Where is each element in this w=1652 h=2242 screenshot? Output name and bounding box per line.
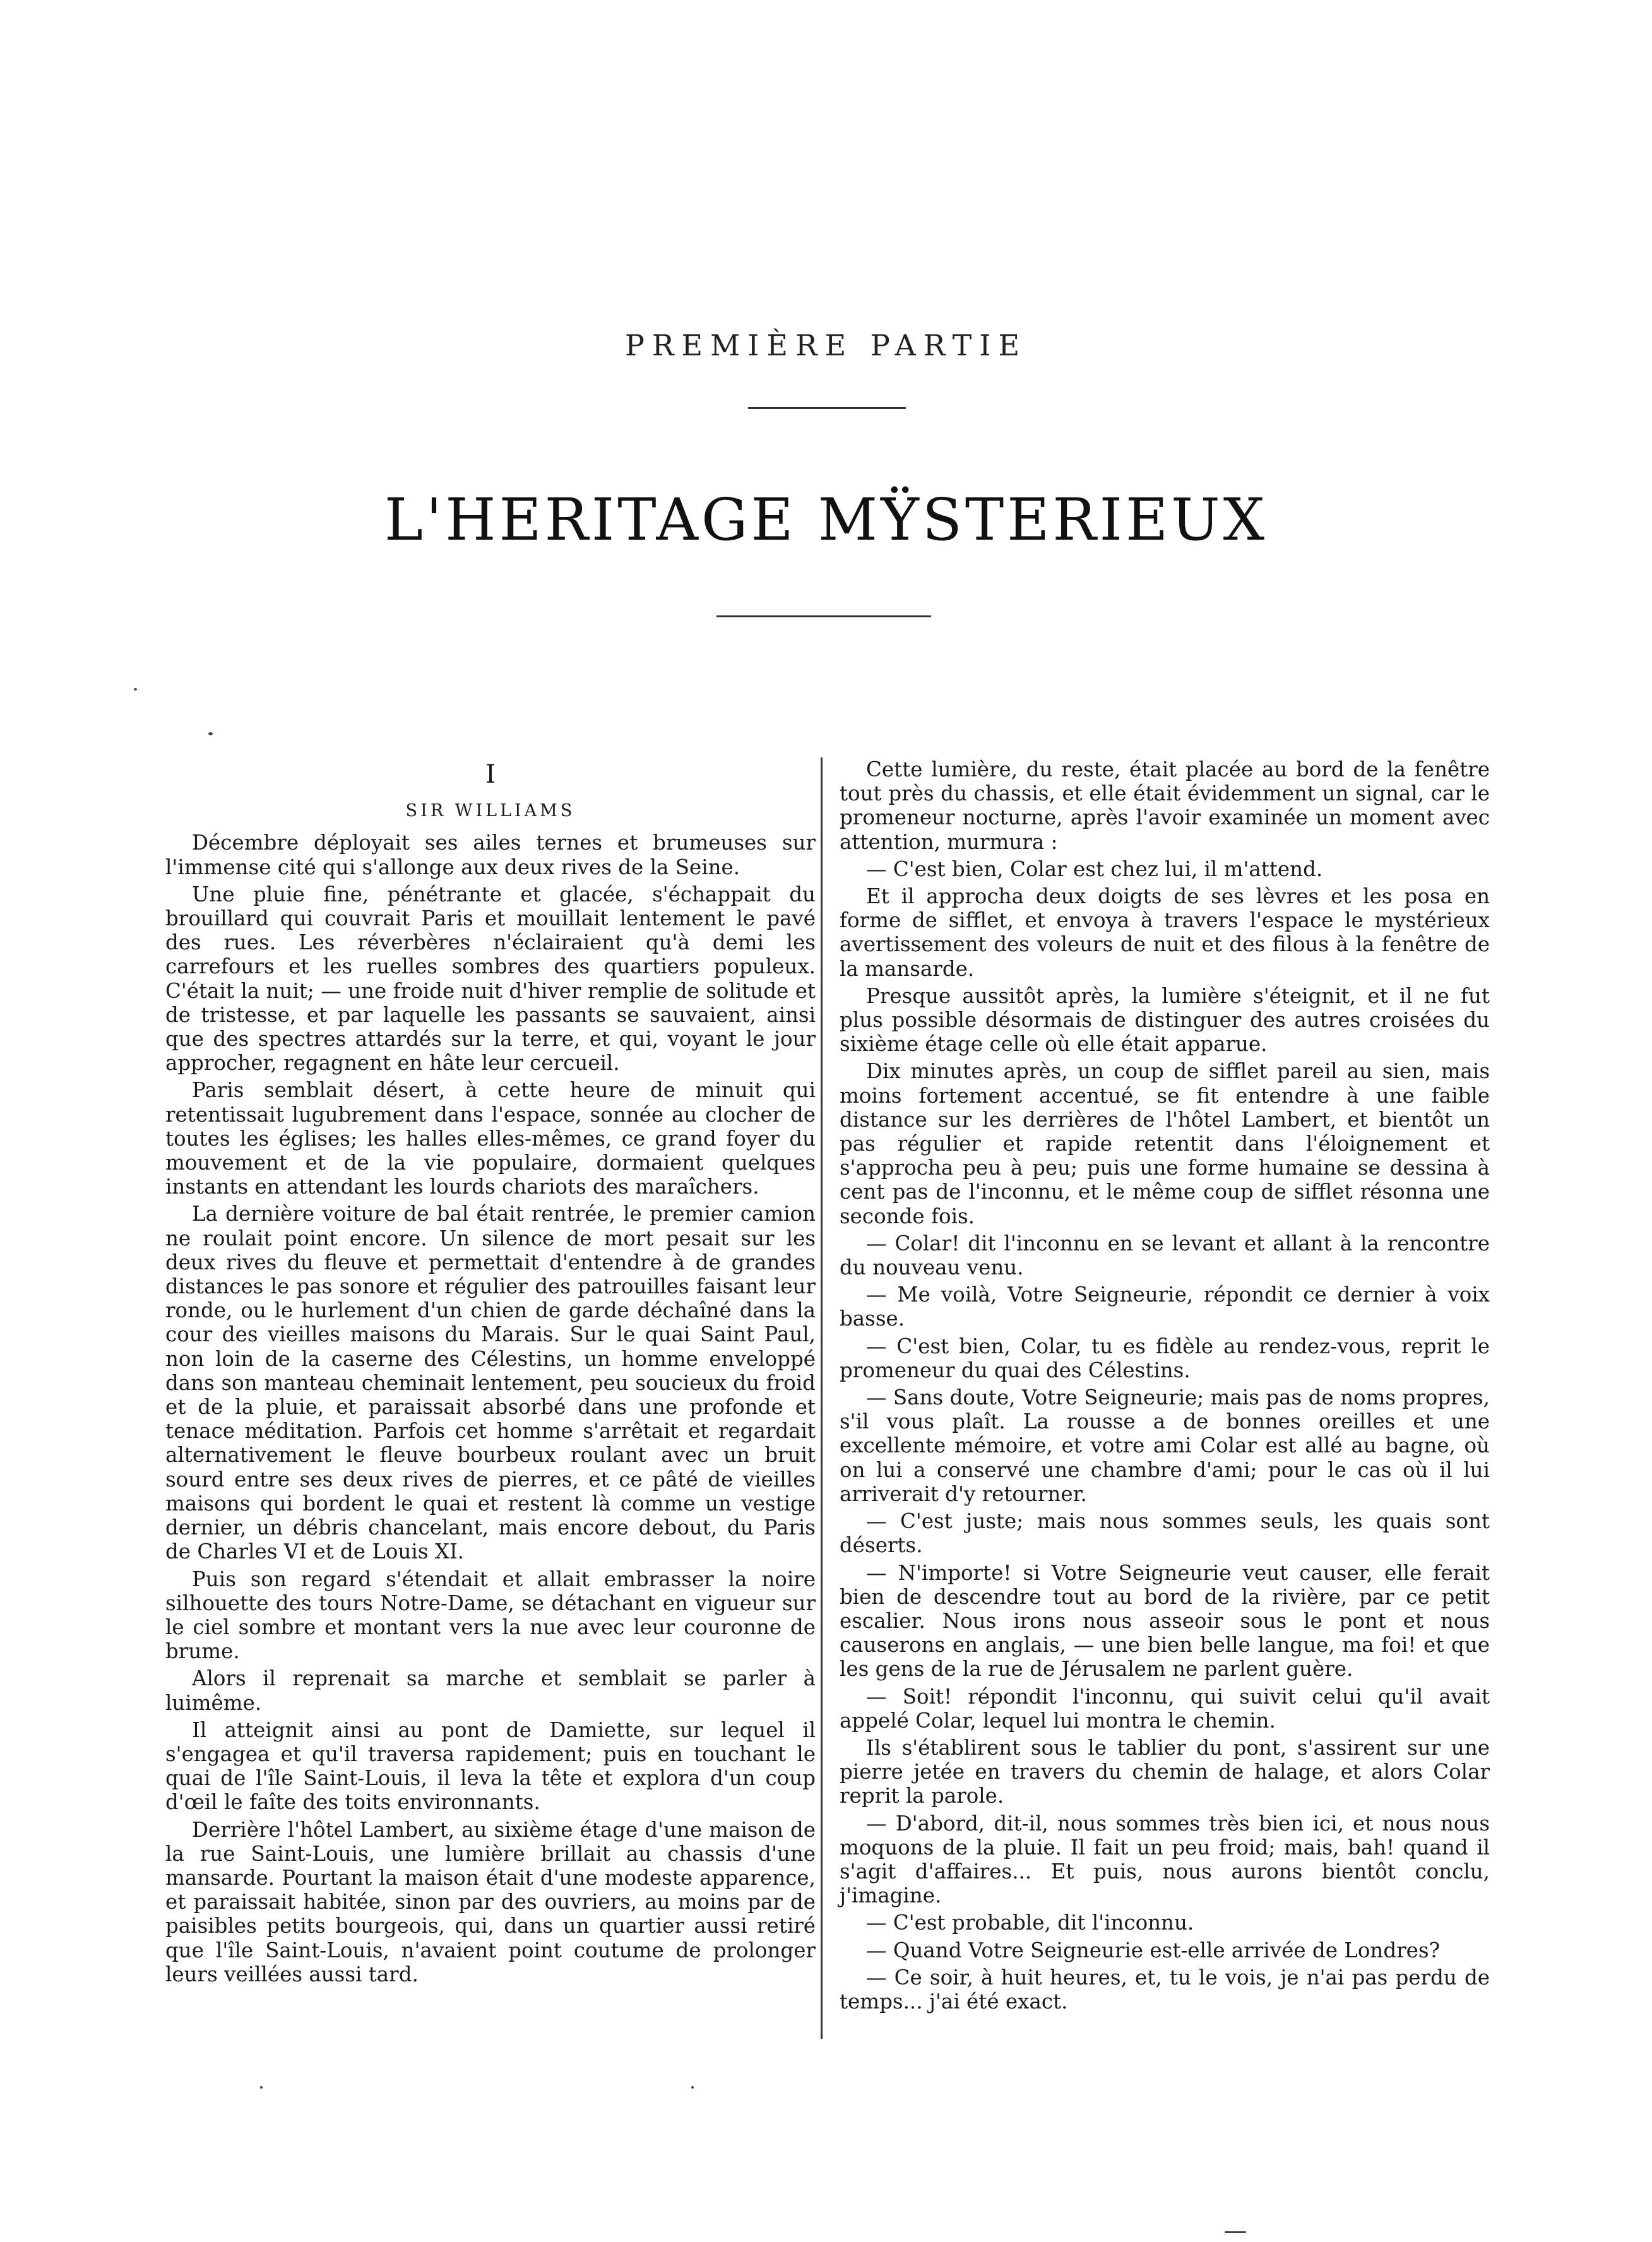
paragraph: Alors il reprenait sa marche et semblait se parler à luimême. xyxy=(165,1666,816,1715)
paragraph: — N'importe! si Votre Seigneurie veut causer, elle ferait bien de descendre tout au bord de la rivière, par ce petit escalier. Nous irons nous asseoir sous le pont et nous causerons en anglais, — une bien belle langue, ma foi! et que les gens de la rue de Jérusalem ne parlent guère. xyxy=(840,1560,1490,1682)
paragraph: — Ce soir, à huit heures, et, tu le vois, je n'ai pas perdu de temps... j'ai été exact. xyxy=(840,1965,1490,2014)
scan-speck xyxy=(208,732,213,735)
scan-speck xyxy=(134,688,137,691)
paragraph: Et il approcha deux doigts de ses lèvres et les posa en forme de sifflet, et envoya à travers l'espace le mystérieux avertissement des voleurs de nuit et des filous à la fenêtre de la mansarde. xyxy=(840,884,1490,981)
paragraph: Ils s'établirent sous le tablier du pont, s'assirent sur une pierre jetée en travers du chemin de halage, et alors Colar reprit la parole. xyxy=(840,1735,1490,1808)
paragraph: — C'est probable, dit l'inconnu. xyxy=(866,1911,1194,1935)
paragraph: Dix minutes après, un coup de sifflet pareil au sien, mais moins fortement accentué, se fit entendre à une faible distance sur les derrières de l'hôtel Lambert, et bientôt un pas régulier et rapide retentit dans l'éloignement et s'approcha peu à peu; puis une forme humaine se dessina à cent pas de l'inconnu, et le même coup de sifflet résonna une seconde fois. xyxy=(840,1059,1490,1228)
paragraph: Derrière l'hôtel Lambert, au sixième étage d'une maison de la rue Saint-Louis, une lumière brillait au chassis d'une mansarde. Pourtant la maison était d'une modeste apparence, et paraissait habitée, sinon par des ouvriers, au moins par de paisibles petits bourgeois, qui, dans un quartier aussi retiré que l'île Saint-Louis, n'avaient point coutume de prolonger leurs veillées aussi tard. xyxy=(165,1817,816,1986)
left-paragraphs xyxy=(165,831,816,1986)
book-title: L'HERITAGE MŸSTERIEUX xyxy=(384,486,1268,554)
scan-speck xyxy=(260,2086,263,2089)
paragraph: — Soit! répondit l'inconnu, qui suivit celui qu'il avait appelé Colar, lequel lui montra le chemin. xyxy=(840,1684,1490,1733)
part-heading: PREMIÈRE PARTIE xyxy=(624,328,1028,362)
paragraph: — Colar! dit l'inconnu en se levant et allant à la rencontre du nouveau venu. xyxy=(840,1231,1490,1280)
paragraph: — C'est bien, Colar, tu es fidèle au rendez-vous, reprit le promeneur du quai des Célestins. xyxy=(840,1334,1490,1382)
scan-speck xyxy=(691,2086,694,2089)
column-divider xyxy=(821,757,823,2039)
title-separator-rule xyxy=(716,615,931,617)
paragraph: La dernière voiture de bal était rentrée, le premier camion ne roulait point encore. Un silence de mort pesait sur les deux rives du fleuve et permettait d'entendre à de grandes distances le pas sonore et régulier des patrouilles faisant leur ronde, ou le hurlement d'un chien de garde déchaîné dans la cour des vieilles maisons du Marais. Sur le quai Saint Paul, non loin de la caserne des Célestins, un homme enveloppé dans son manteau cheminait lentement, peu soucieux du froid et de la pluie, et paraissait absorbé dans une profonde et tenace méditation. Parfois cet homme s'arrêtait et regardait alternativement le fleuve bourbeux roulant avec un bruit sourd entre ses deux rives de pierres, et ce pâté de vieilles maisons qui bordent le quai et restent là comme un vestige dernier, un débris chancelant, mais encore debout, du Paris de Charles VI et de Louis XI. xyxy=(165,1202,816,1564)
paragraph: Cette lumière, du reste, était placée au bord de la fenêtre tout près du chassis, et elle était évidemment un signal, car le promeneur nocturne, après l'avoir examinée un moment avec attention, murmura : xyxy=(840,757,1490,854)
paragraph: Puis son regard s'étendait et allait embrasser la noire silhouette des tours Notre-Dame, se détachant en vigueur sur le ciel sombre et montant vers la nue avec leur couronne de brume. xyxy=(165,1567,816,1664)
part-separator-rule xyxy=(748,407,906,409)
paragraph: — C'est bien, Colar est chez lui, il m'attend. xyxy=(866,857,1323,881)
chapter-title: SIR WILLIAMS xyxy=(405,801,576,821)
paragraph: Paris semblait désert, à cette heure de minuit qui retentissait lugubrement dans l'espace, sonnée au clocher de toutes les églises; les halles elles-mêmes, ce grand foyer du mouvement et de la vie populaire, dormaient quelques instants en attendant les lourds chariots des maraîchers. xyxy=(165,1078,816,1199)
scan-speck xyxy=(1225,2231,1246,2233)
right-paragraphs xyxy=(840,757,1490,2014)
paragraph: — C'est juste; mais nous sommes seuls, les quais sont déserts. xyxy=(840,1509,1490,1558)
paragraph: Presque aussitôt après, la lumière s'éteignit, et il ne fut plus possible désormais de distinguer des autres croisées du sixième étage celle où elle était apparue. xyxy=(840,983,1490,1057)
paragraph: Une pluie fine, pénétrante et glacée, s'échappait du brouillard qui couvrait Paris et mouillait lentement le pavé des rues. Les réverbères n'éclairaient qu'à demi les carrefours et les ruelles sombres des quartiers populeux. C'était la nuit; — une froide nuit d'hiver remplie de solitude et de tristesse, et par laquelle les passants se sauvaient, ainsi que des spectres attardés sur la terre, et qui, voyant le jour approcher, regagnent en hâte leur cercueil. xyxy=(165,882,816,1076)
chapter-number: I xyxy=(485,760,496,789)
paragraph: Décembre déployait ses ailes ternes et brumeuses sur l'immense cité qui s'allonge aux deux rives de la Seine. xyxy=(165,831,816,879)
paragraph: Il atteignit ainsi au pont de Damiette, sur lequel il s'engagea et qu'il traversa rapidement; puis en touchant le quai de l'île Saint-Louis, il leva la tête et explora d'un coup d'œil le faîte des toits environnants. xyxy=(165,1717,816,1815)
right-text-column xyxy=(840,757,1490,2017)
left-text-column xyxy=(165,757,816,1990)
paragraph: — Quand Votre Seigneurie est-elle arrivée de Londres? xyxy=(866,1938,1441,1962)
paragraph: — Me voilà, Votre Seigneurie, répondit ce dernier à voix basse. xyxy=(840,1283,1490,1331)
paragraph: — D'abord, dit-il, nous sommes très bien ici, et nous nous moquons de la pluie. Il fait un peu froid; mais, bah! quand il s'agit d'affaires... Et puis, nous aurons bientôt conclu, j'imagine. xyxy=(840,1811,1490,1908)
paragraph: — Sans doute, Votre Seigneurie; mais pas de noms propres, s'il vous plaît. La rousse a de bonnes oreilles et une excellente mémoire, et votre ami Colar est allé au bagne, où on lui a conservé une chambre d'ami; pour le cas où il lui arriverait d'y retourner. xyxy=(840,1385,1490,1506)
